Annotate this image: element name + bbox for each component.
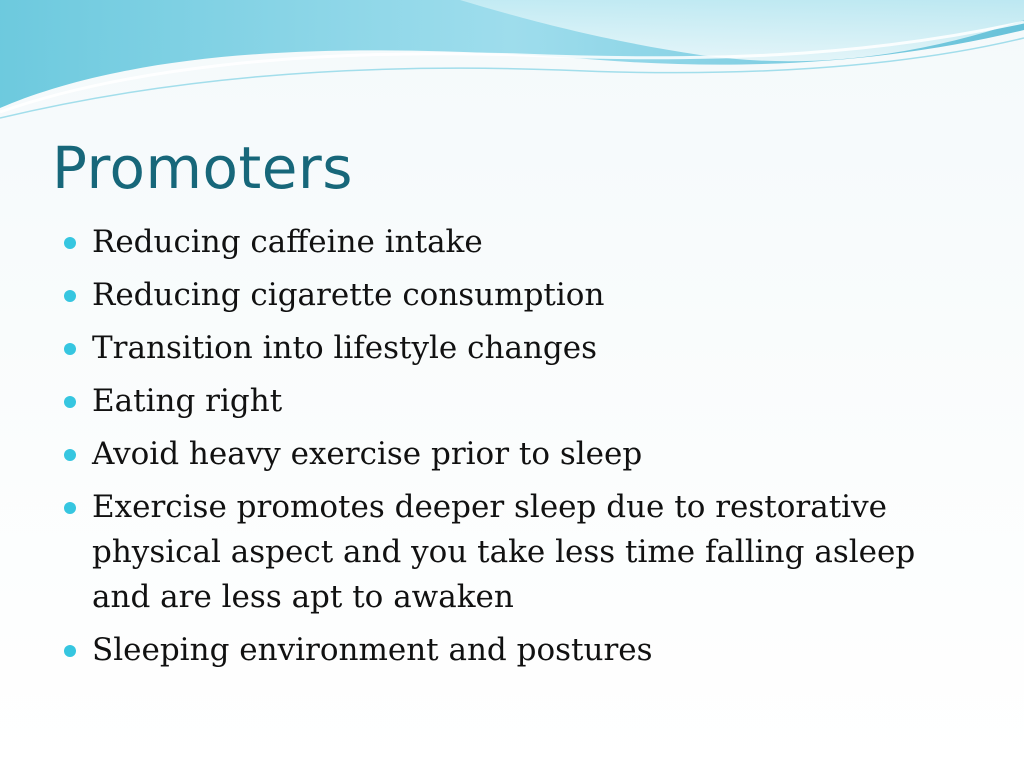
bullet-item — [62, 220, 942, 265]
bullet-dot-icon — [64, 396, 76, 408]
bullet-item — [62, 326, 942, 371]
bullet-dot-icon — [64, 290, 76, 302]
bullet-dot-icon — [64, 237, 76, 249]
bullet-text: Avoid heavy exercise prior to sleep — [92, 436, 643, 472]
bullet-item — [62, 628, 942, 673]
bullet-dot-icon — [64, 502, 76, 514]
bullet-item — [62, 273, 942, 318]
bullet-text: Reducing cigarette consumption — [92, 277, 605, 313]
bullet-item — [62, 485, 942, 620]
bullet-dot-icon — [64, 449, 76, 461]
bullet-item — [62, 379, 942, 424]
bullet-text: Transition into lifestyle changes — [92, 330, 597, 366]
bullet-dot-icon — [64, 645, 76, 657]
bullet-text: Sleeping environment and postures — [92, 632, 653, 668]
bullet-text: Exercise promotes deeper sleep due to restorative physical aspect and you take less time falling asleep and are less apt to awaken — [92, 489, 916, 615]
bullet-text: Eating right — [92, 383, 283, 419]
bullet-list — [62, 220, 942, 681]
bullet-dot-icon — [64, 343, 76, 355]
slide-title: Promoters — [52, 134, 353, 202]
bullet-item — [62, 432, 942, 477]
wave-header-decoration — [0, 0, 1024, 130]
bullet-text: Reducing caffeine intake — [92, 224, 483, 260]
